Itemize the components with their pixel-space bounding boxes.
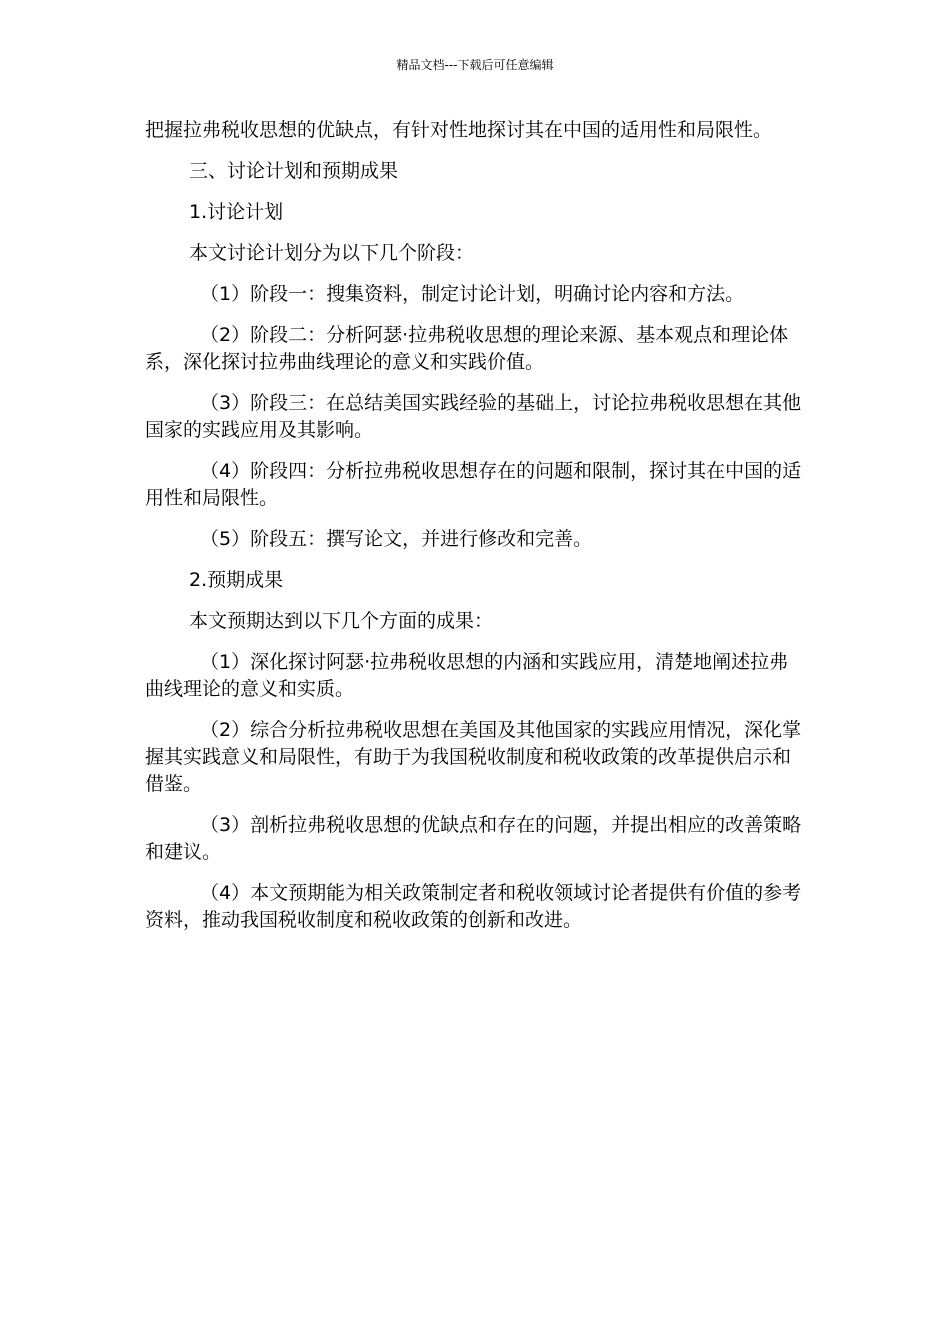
list-item-stage-2: （2）阶段二：分析阿瑟·拉弗税收思想的理论来源、基本观点和理论体系，深化探讨拉弗曲线理论的意义和实践价值。 (145, 324, 789, 373)
paragraph-continuation: 把握拉弗税收思想的优缺点，有针对性地探讨其在中国的适用性和局限性。 (145, 119, 773, 141)
list-item-stage-5: （5）阶段五：撰写论文，并进行修改和完善。 (200, 528, 593, 550)
list-item-stage-3: （3）阶段三：在总结美国实践经验的基础上，讨论拉弗税收思想在其他国家的实践应用及其影响。 (145, 392, 802, 441)
document-body (145, 117, 807, 948)
section-heading-3: 三、讨论计划和预期成果 (189, 160, 399, 182)
list-item-result-4: （4）本文预期能为相关政策制定者和税收领域讨论者提供有价值的参考资料，推动我国税收制度和税收政策的创新和改进。 (145, 882, 802, 931)
subsection-heading-plan: 1.讨论计划 (189, 201, 284, 223)
paragraph-results-intro: 本文预期达到以下几个方面的成果： (189, 610, 494, 632)
subsection-heading-results: 2.预期成果 (189, 569, 284, 591)
list-item-stage-4: （4）阶段四：分析拉弗税收思想存在的问题和限制，探讨其在中国的适用性和局限性。 (145, 460, 802, 509)
list-item-result-3: （3）剖析拉弗税收思想的优缺点和存在的问题，并提出相应的改善策略和建议。 (145, 814, 802, 863)
paragraph-plan-intro: 本文讨论计划分为以下几个阶段： (189, 242, 475, 264)
list-item-stage-1: （1）阶段一：搜集资料，制定讨论计划，明确讨论内容和方法。 (200, 283, 745, 305)
page-header: 精品文档---下载后可任意编辑 (396, 58, 554, 72)
list-item-result-2: （2）综合分析拉弗税收思想在美国及其他国家的实践应用情况，深化掌握其实践意义和局限性，有助于为我国税收制度和税收政策的改革提供启示和借鉴。 (145, 719, 802, 795)
list-item-result-1: （1）深化探讨阿瑟·拉弗税收思想的内涵和实践应用，清楚地阐述拉弗曲线理论的意义和实质。 (145, 651, 789, 700)
